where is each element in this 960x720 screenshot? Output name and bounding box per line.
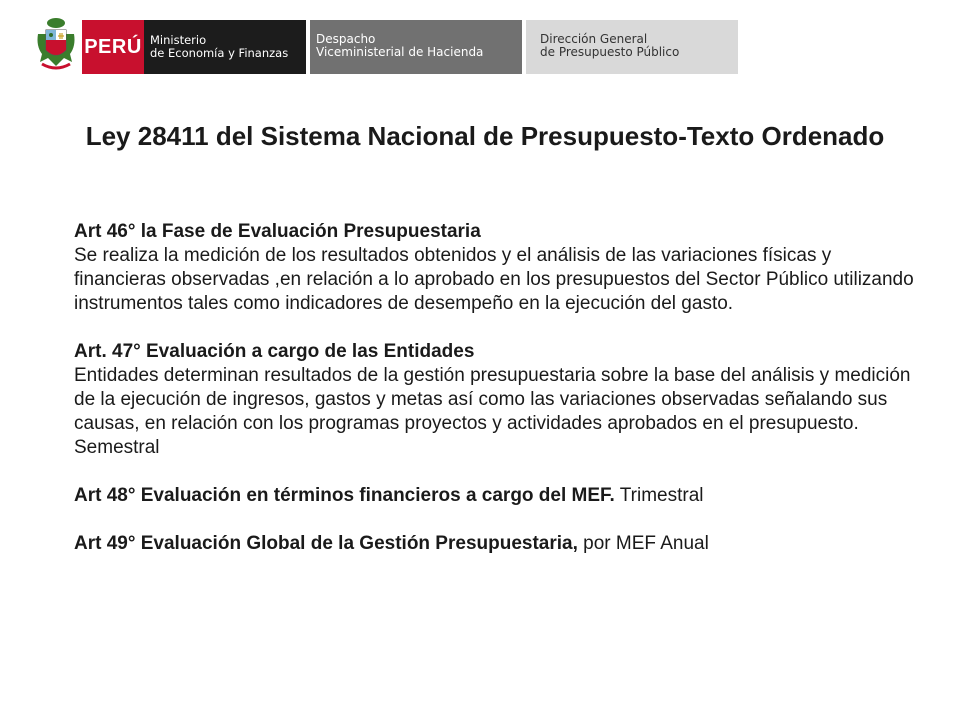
article-49-text: por MEF Anual bbox=[577, 533, 709, 554]
direccion-line2: de Presupuesto Público bbox=[540, 45, 680, 59]
article-49-heading: Art 49° Evaluación Global de la Gestión Presupuestaria, bbox=[74, 533, 578, 554]
article-47 bbox=[74, 340, 924, 460]
article-48-heading: Art 48° Evaluación en términos financieros a cargo del MEF. bbox=[74, 485, 615, 506]
direccion-line1: Dirección General bbox=[540, 32, 648, 46]
ministerio-line2: de Economía y Finanzas bbox=[150, 46, 289, 60]
article-48-text: Trimestral bbox=[614, 485, 704, 506]
article-46 bbox=[74, 220, 924, 316]
article-48 bbox=[74, 484, 924, 508]
coat-of-arms-icon bbox=[34, 16, 78, 72]
peru-label: PERÚ bbox=[84, 35, 142, 58]
article-46-text: Se realiza la medición de los resultados obtenidos y el análisis de las variaciones físicas y financieras observadas ,en relación a lo aprobado en los presupuestos del Sector Público utilizando instrumentos tales como indicadores de desempeño en la ejecución del gasto. bbox=[74, 245, 914, 314]
despacho-block bbox=[310, 20, 522, 74]
header-bar bbox=[0, 0, 960, 80]
page-title: Ley 28411 del Sistema Nacional de Presupuesto-Texto Ordenado bbox=[85, 121, 885, 151]
articles-body bbox=[74, 220, 924, 580]
peru-label-block bbox=[82, 20, 144, 74]
article-46-heading: Art 46° la Fase de Evaluación Presupuestaria bbox=[74, 221, 481, 242]
despacho-line1: Despacho bbox=[316, 32, 376, 46]
article-47-text: Entidades determinan resultados de la gestión presupuestaria sobre la base del análisis y medición de la ejecución de ingresos, gastos y metas así como las variaciones observadas señalando sus causas, en relación con los programas proyectos y actividades aprobados en el presupuesto. Semestral bbox=[74, 365, 911, 458]
article-49 bbox=[74, 532, 924, 556]
despacho-line2: Viceministerial de Hacienda bbox=[316, 45, 484, 59]
article-47-heading: Art. 47° Evaluación a cargo de las Entidades bbox=[74, 341, 475, 362]
ministerio-line1: Ministerio bbox=[150, 33, 207, 47]
direccion-block bbox=[526, 20, 738, 74]
ministerio-block bbox=[144, 20, 306, 74]
